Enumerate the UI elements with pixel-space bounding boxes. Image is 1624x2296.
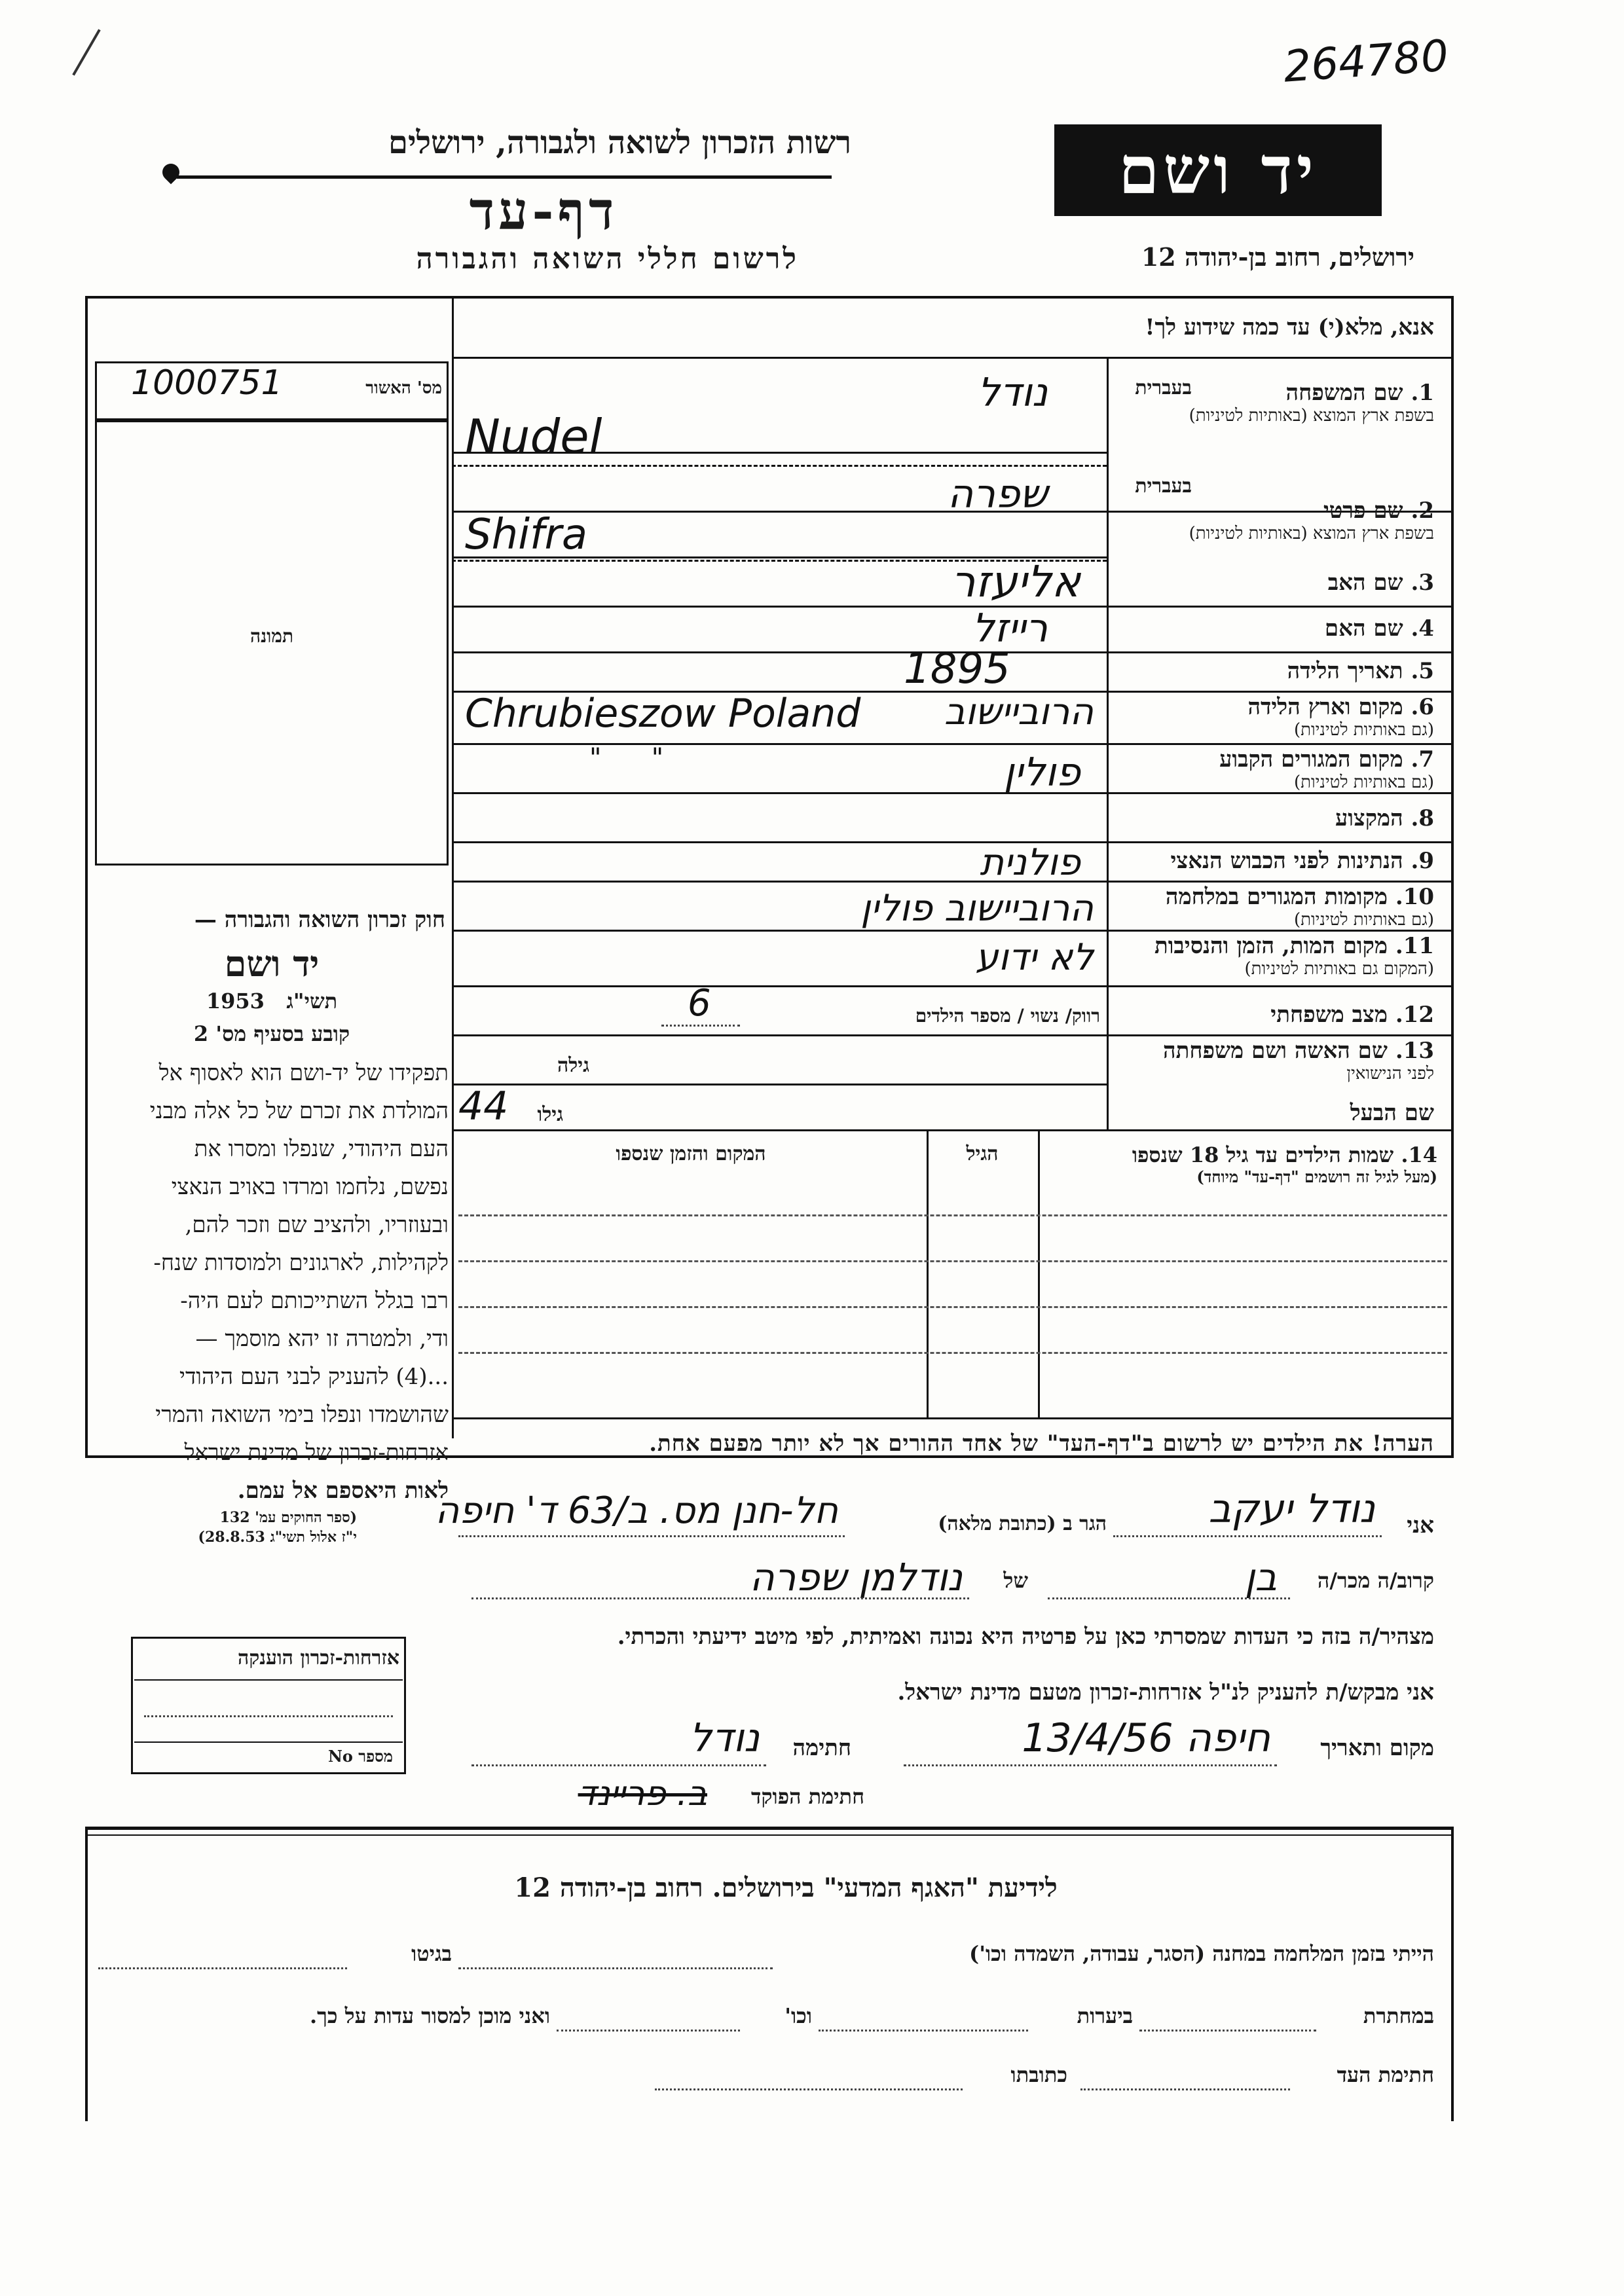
surname-hebrew-value: נודל [977, 370, 1048, 416]
field-label: מקום וארץ הלידה [1247, 694, 1403, 720]
law-text-line: לאות היאספם אל עמם. [237, 1478, 449, 1504]
field-wartime-residence [1113, 884, 1434, 930]
law-name: יד ושם [224, 943, 320, 985]
scratch-mark [72, 29, 100, 75]
table-row [458, 1214, 1447, 1216]
org-underline [177, 175, 832, 179]
given-name-latin-value: Shifra [465, 511, 588, 559]
field-number: 10. [1395, 884, 1434, 910]
org-line: רשות הזכרון לשואה ולגבורה, ירושלים [388, 124, 851, 161]
address: ירושלים, רחוב בן-יהודה 12 [1141, 242, 1414, 272]
law-source-date: י"ז אלול תשי"ג 28.8.53) [198, 1529, 357, 1546]
children-table-header [1044, 1142, 1437, 1187]
torch-icon [159, 160, 183, 185]
field-number: 6. [1411, 694, 1434, 720]
given-name-hebrew-value: שפרה [947, 471, 1048, 517]
bottom-line1-b: בגיטו [411, 1941, 452, 1966]
memorial-box-title: אזרחות-זכרון הוענקה [237, 1647, 399, 1669]
law-text-line: רבו בגלל השתייכותם לעם היה- [180, 1288, 449, 1314]
children-count-value: 6 [688, 982, 711, 1025]
field-sublabel: (מעל לגיל זה רושמים "דף-עד" מיוחד) [1196, 1167, 1437, 1186]
left-column-divider [452, 296, 454, 1438]
memorial-box-number: מספר No [327, 1747, 393, 1766]
law-text-line: ודי, ולמטרה זו יהא מוסמך — [195, 1326, 449, 1352]
field-label: מקום המות, הזמן והנסיבות [1154, 933, 1388, 959]
field-father-name [1113, 570, 1434, 596]
field-number: 7. [1411, 746, 1434, 773]
children-col-age: הגיל [966, 1142, 999, 1165]
title: דף-עד [469, 180, 618, 242]
bottom-heading: לידיעת "האגף המדעי" בירושלים. רחוב בן-יהודה 12 [514, 1872, 1058, 1903]
field-sublabel: (גם באותיות לטיניות) [1293, 773, 1434, 792]
field-number: 4. [1411, 615, 1434, 642]
subtitle: לרשום חללי השואה והגבורה [416, 242, 799, 276]
birth-place-latin-value: Chrubieszow Poland [465, 691, 861, 737]
place-date-label: מקום ותאריך [1320, 1735, 1434, 1761]
field-label: שם האם [1324, 615, 1403, 642]
birth-place-hebrew-value: הרוביישוב [944, 691, 1094, 733]
law-source: (ספר החוקים עמ' 132 [219, 1509, 357, 1526]
yad-vashem-logo: יד ושם [1054, 124, 1382, 216]
field-birth-place [1113, 694, 1434, 740]
witness-name-value: נודל יעקב [1208, 1486, 1375, 1532]
table-row [458, 1260, 1447, 1262]
bottom-line3-a: חתימת העד [1337, 2062, 1434, 2087]
field-sublabel: (גם באותיות לטיניות) [1293, 720, 1434, 740]
field-number: 5. [1411, 658, 1434, 684]
field-sublabel: בשפת ארץ המוצא (באותיות לטיניות) [1189, 524, 1434, 543]
field-husband-name: שם הבעל [1350, 1100, 1434, 1126]
field-number: 2. [1411, 498, 1434, 524]
mother-name-value: רייזל [972, 606, 1048, 651]
field-sublabel: לפני הנישואין [1346, 1064, 1434, 1084]
law-text-line: תפקידו של יד-ושם הוא לאסוף אל [158, 1060, 449, 1086]
field-label: תאריך הלידה [1287, 658, 1403, 684]
field-tag: בעברית [1135, 376, 1192, 399]
field-marital-status [1113, 1002, 1434, 1028]
wife-age-label: גילה [557, 1054, 589, 1077]
signature-value: נודל [689, 1715, 760, 1761]
law-text-line: שהושמדו ונפלו בימי השואה והמרי [155, 1402, 449, 1428]
field-label: שם האשה ושם משפחתה [1163, 1038, 1388, 1064]
field-label: מקומות המגורים במלחמה [1165, 884, 1388, 910]
field-number: 1. [1411, 380, 1434, 406]
field-sublabel: (המקום גם באותיות לטיניות) [1244, 959, 1434, 979]
field-label: מקום המגורים הקבוע [1219, 746, 1403, 773]
field-label: שם המשפחה [1285, 380, 1403, 406]
law-year-he: תשי"ג [286, 989, 338, 1013]
husband-age-label: גילו [537, 1103, 563, 1126]
field-label: שם פרטי [1323, 498, 1403, 524]
place-date-value: חיפה 13/4/56 [1022, 1715, 1270, 1761]
law-year: 1953 [206, 989, 265, 1013]
law-text-line: לקהילות, לארגונים ולמוסדות שנח- [153, 1250, 449, 1276]
photo-label: תמונה [249, 625, 294, 647]
field-number: 9. [1411, 848, 1434, 874]
field-number: 11. [1395, 933, 1434, 959]
note: הערה! את הילדים יש לרשום ב"דף-העד" של אחד ההורים אך לא יותר מפעם אחת. [649, 1430, 1434, 1457]
intro-text: אנא, מלא(י) עד כמה שידוע לך! [1145, 314, 1434, 340]
bottom-line2-c: וכו' [784, 2003, 812, 2028]
law-text-line: ...(4) להעניק לבני העם היהודי [179, 1364, 449, 1390]
bottom-line2-a: במחתרת [1363, 2003, 1434, 2028]
birth-date-value: 1895 [904, 645, 1010, 693]
decl-resident-label: הגר ב (כתובת מלאה) [938, 1512, 1107, 1535]
death-place-value: לא ידוע [975, 936, 1094, 979]
surname-latin-value: Nudel [465, 409, 602, 464]
witness-address-value: חל-חנן מס. ב/63 ד' חיפה [435, 1489, 838, 1532]
bottom-line1-a: הייתי בזמן המלחמה במחנה (הסגר, עבודה, השמדה וכו') [969, 1941, 1434, 1966]
table-row [458, 1352, 1447, 1354]
signature-label: חתימה [792, 1735, 851, 1761]
field-number: 3. [1411, 570, 1434, 596]
field-label: מצב משפחתי [1270, 1002, 1388, 1028]
field-label: שמות הילדים עד גיל 18 שנספו [1132, 1142, 1394, 1167]
field-tag: בעברית [1135, 475, 1192, 498]
wartime-residence-value: הרוביישוב פולין [860, 887, 1094, 930]
field-label: שם האב [1327, 570, 1403, 596]
field-sublabel: (גם באותיות לטיניות) [1293, 910, 1434, 930]
officer-signature-value: ב. פריינד [578, 1774, 707, 1813]
field-birth-date [1113, 658, 1434, 684]
law-text-line: העם היהודי, שנפלו ומסרו את [194, 1136, 449, 1162]
table-row [458, 1306, 1447, 1308]
decl-statement: מצהיר/ה בזה כי העדות שמסרתי כאן על פרטיה היא נכונה ואמיתית, לפי מיטב ידיעתי והכרתי. [617, 1624, 1434, 1650]
field-number: 8. [1411, 805, 1434, 831]
decl-ani: אני [1407, 1512, 1434, 1539]
field-death-place [1113, 933, 1434, 979]
law-year-line [95, 989, 449, 1013]
field-nationality [1113, 848, 1434, 874]
relation-value: בן [1244, 1555, 1277, 1599]
residence-value: פולין [1003, 750, 1080, 795]
officer-signature-label: חתימת הפוקד [751, 1784, 864, 1809]
bottom-line3-b: כתובתו [1010, 2062, 1067, 2087]
field-given-name [1113, 498, 1434, 543]
field-number: 14. [1401, 1142, 1437, 1167]
witness-number-value: 1000751 [131, 363, 283, 403]
field-number: 12. [1395, 1002, 1434, 1028]
nationality-value: פולנית [980, 841, 1080, 884]
bottom-line2-d: ואני מוכן למסור עדות על כך. [309, 2003, 550, 2028]
marital-status-options: רווק/ נשוי / מספר הילדים [915, 1005, 1100, 1027]
decl-request: אני מבקש/ת להעניק לנ"ל אזרחות-זכרון מטעם מדינת ישראל. [897, 1679, 1434, 1705]
father-name-value: אליעזר [951, 556, 1080, 607]
decl-of-label: של [1003, 1568, 1028, 1593]
residence-ditto-marks: " " [589, 743, 664, 773]
field-label: הנתינות לפני הכבוש הנאצי [1170, 848, 1403, 874]
relative-of-value: נודלמן שפרה [749, 1555, 963, 1599]
law-text-line: נפשם, נלחמו ומרדו באויב הנאצי [171, 1174, 449, 1200]
law-text-line: אזרחות-זכרון של מדינת ישראל [184, 1440, 449, 1466]
field-mother-name [1113, 615, 1434, 642]
law-title: חוק זכרון השואה והגבורה — [194, 907, 445, 933]
field-sublabel: בשפת ארץ המוצא (באותיות לטיניות) [1189, 406, 1434, 426]
witness-number-label: מס' האשור [365, 378, 442, 398]
law-text-line: ובעוזריו, ולהציב שם וזכר להם, [185, 1212, 449, 1238]
field-occupation [1113, 805, 1434, 831]
field-residence [1113, 746, 1434, 792]
children-col-place: המקום והזמן שנספו [616, 1142, 766, 1165]
law-text [95, 1054, 449, 1510]
bottom-line2-b: ביערות [1077, 2003, 1133, 2028]
husband-age-value: 44 [458, 1084, 509, 1129]
archive-number: 264780 [1282, 30, 1450, 92]
field-number: 13. [1395, 1038, 1434, 1064]
field-wife-name [1113, 1038, 1434, 1084]
decl-relative-label: קרוב/ה מכר/ה [1317, 1568, 1434, 1593]
field-label: המקצוע [1335, 805, 1403, 831]
law-text-line: המולדת את זכרם של כל אלה מבני [149, 1098, 449, 1124]
law-clause: קובע בסעיף מס' 2 [193, 1021, 350, 1046]
